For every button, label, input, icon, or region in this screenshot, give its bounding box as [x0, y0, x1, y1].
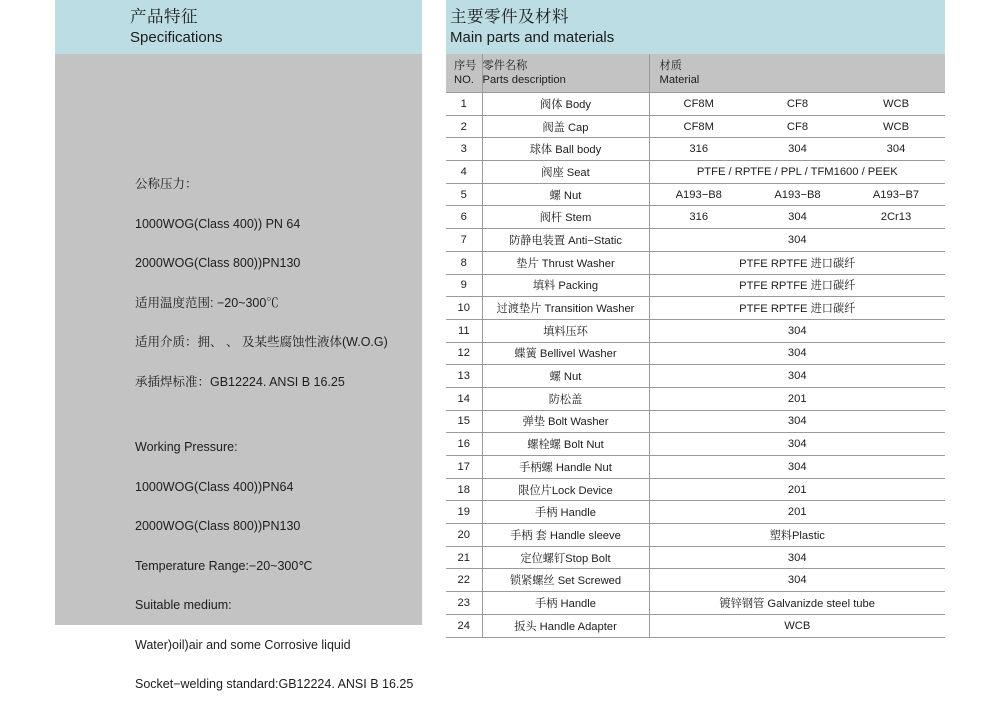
specifications-body	[55, 54, 422, 691]
row-material: PTFE / RPTFE / PPL / TFM1600 / PEEK	[649, 161, 945, 184]
row-no: 22	[446, 569, 482, 592]
row-material: 304	[649, 569, 945, 592]
row-part-name: 定位螺钉Stop Bolt	[482, 546, 649, 569]
row-no: 6	[446, 206, 482, 229]
row-material-3: WCB	[847, 115, 945, 138]
row-no: 1	[446, 93, 482, 116]
row-part-name: 手柄螺 Handle Nut	[482, 456, 649, 479]
table-row	[446, 183, 945, 206]
row-no: 16	[446, 433, 482, 456]
row-part-name: 防静电装置 Anti−Static	[482, 229, 649, 252]
row-material-1: 316	[649, 138, 748, 161]
specifications-header	[55, 0, 422, 54]
table-row	[446, 342, 945, 365]
row-part-name: 阀座 Seat	[482, 161, 649, 184]
table-row	[446, 524, 945, 547]
row-material: 镀锌钢管 Galvanizde steel tube	[649, 592, 945, 615]
row-no: 4	[446, 161, 482, 184]
spec-line: 适用介质：拥、 、 及某些腐蚀性液体(W.O.G)	[135, 335, 388, 349]
row-part-name: 螺 Nut	[482, 183, 649, 206]
table-row	[446, 614, 945, 637]
header-part-name: 零件名称 Parts description	[482, 54, 649, 93]
row-material: 304	[649, 433, 945, 456]
header-material: 材质 Material	[649, 54, 945, 93]
row-no: 10	[446, 297, 482, 320]
spec-spacer	[135, 413, 412, 439]
row-material-2: CF8	[748, 115, 847, 138]
table-row	[446, 319, 945, 342]
row-material-3: WCB	[847, 93, 945, 116]
spec-line: 公称压力：	[135, 177, 198, 191]
table-row	[446, 546, 945, 569]
row-material: WCB	[649, 614, 945, 637]
row-material-1: 316	[649, 206, 748, 229]
row-part-name: 阀体 Body	[482, 93, 649, 116]
spec-line: 承插焊标准：GB12224. ANSI B 16.25	[135, 374, 345, 389]
row-part-name: 填料 Packing	[482, 274, 649, 297]
row-material: 304	[649, 342, 945, 365]
table-row	[446, 592, 945, 615]
spec-line: Water)oil)air and some Corrosive liquid	[135, 637, 351, 652]
table-row	[446, 251, 945, 274]
materials-panel	[446, 0, 945, 638]
row-no: 15	[446, 410, 482, 433]
row-material-2: CF8	[748, 93, 847, 116]
row-part-name: 防松盖	[482, 387, 649, 410]
table-row	[446, 387, 945, 410]
row-no: 13	[446, 365, 482, 388]
row-material: 304	[649, 546, 945, 569]
materials-title-en: Main parts and materials	[450, 29, 615, 46]
specifications-list	[135, 176, 412, 716]
table-row	[446, 365, 945, 388]
spec-line: 1000WOG(Class 400)) PN 64	[135, 216, 301, 231]
spec-line: 2000WOG(Class 800))PN130	[135, 519, 301, 533]
spec-line: Temperature Range:−20~300℃	[135, 558, 313, 573]
table-row	[446, 206, 945, 229]
spec-line: Socket−welding standard:GB12224. ANSI B 16.25	[135, 677, 414, 691]
table-row	[446, 456, 945, 479]
row-material: 304	[649, 365, 945, 388]
row-material-1: A193−B8	[649, 183, 748, 206]
row-material-3: 2Cr13	[847, 206, 945, 229]
row-material: PTFE RPTFE 进口碳纤	[649, 274, 945, 297]
materials-header	[446, 0, 945, 54]
row-no: 18	[446, 478, 482, 501]
row-part-name: 阀杆 Stem	[482, 206, 649, 229]
row-no: 17	[446, 456, 482, 479]
spec-line: Suitable medium:	[135, 598, 232, 612]
specifications-title-en: Specifications	[130, 29, 223, 46]
row-no: 5	[446, 183, 482, 206]
row-material: 201	[649, 501, 945, 524]
row-material-2: A193−B8	[748, 183, 847, 206]
row-material: 304	[649, 456, 945, 479]
row-no: 2	[446, 115, 482, 138]
row-material-2: 304	[748, 138, 847, 161]
table-row	[446, 274, 945, 297]
row-no: 11	[446, 319, 482, 342]
row-part-name: 手柄 Handle	[482, 592, 649, 615]
row-part-name: 手柄 套 Handle sleeve	[482, 524, 649, 547]
table-row	[446, 410, 945, 433]
header-no: 序号 NO.	[446, 54, 482, 93]
row-part-name: 手柄 Handle	[482, 501, 649, 524]
row-material-1: CF8M	[649, 93, 748, 116]
spec-line: 1000WOG(Class 400))PN64	[135, 479, 294, 494]
row-no: 9	[446, 274, 482, 297]
row-part-name: 锁紧螺丝 Set Screwed	[482, 569, 649, 592]
spec-line: 适用温度范围: −20~300℃	[135, 295, 279, 310]
materials-title-cn: 主要零件及材料	[450, 8, 569, 26]
row-material: 304	[649, 229, 945, 252]
row-no: 19	[446, 501, 482, 524]
row-no: 20	[446, 524, 482, 547]
row-no: 12	[446, 342, 482, 365]
row-no: 21	[446, 546, 482, 569]
table-row	[446, 297, 945, 320]
row-part-name: 弹垫 Bolt Washer	[482, 410, 649, 433]
table-row	[446, 501, 945, 524]
row-part-name: 螺栓螺 Bolt Nut	[482, 433, 649, 456]
table-header-row	[446, 54, 945, 93]
row-part-name: 螺 Nut	[482, 365, 649, 388]
row-part-name: 限位片Lock Device	[482, 478, 649, 501]
parts-materials-table	[446, 54, 945, 638]
spec-line: Working Pressure:	[135, 440, 238, 454]
row-material-2: 304	[748, 206, 847, 229]
row-part-name: 蝶簧 Bellivel Washer	[482, 342, 649, 365]
row-part-name: 阀盖 Cap	[482, 115, 649, 138]
specifications-title-cn: 产品特征	[130, 8, 198, 26]
row-no: 23	[446, 592, 482, 615]
parts-table-body	[446, 54, 945, 637]
table-row	[446, 161, 945, 184]
row-part-name: 球体 Ball body	[482, 138, 649, 161]
row-no: 14	[446, 387, 482, 410]
specifications-panel	[55, 0, 422, 691]
row-no: 3	[446, 138, 482, 161]
row-part-name: 过渡垫片 Transition Washer	[482, 297, 649, 320]
row-material-3: 304	[847, 138, 945, 161]
row-material: 201	[649, 478, 945, 501]
row-no: 24	[446, 614, 482, 637]
table-row	[446, 478, 945, 501]
row-material-3: A193−B7	[847, 183, 945, 206]
table-row	[446, 569, 945, 592]
spec-line: 2000WOG(Class 800))PN130	[135, 256, 301, 270]
row-part-name: 填料压环	[482, 319, 649, 342]
row-material: 304	[649, 410, 945, 433]
table-row	[446, 93, 945, 116]
row-no: 8	[446, 251, 482, 274]
table-row	[446, 433, 945, 456]
table-row	[446, 138, 945, 161]
row-material: 201	[649, 387, 945, 410]
table-row	[446, 229, 945, 252]
row-no: 7	[446, 229, 482, 252]
table-row	[446, 115, 945, 138]
row-material: 塑料Plastic	[649, 524, 945, 547]
row-part-name: 扳头 Handle Adapter	[482, 614, 649, 637]
row-material-1: CF8M	[649, 115, 748, 138]
row-material: 304	[649, 319, 945, 342]
row-part-name: 垫片 Thrust Washer	[482, 251, 649, 274]
row-material: PTFE RPTFE 进口碳纤	[649, 297, 945, 320]
row-material: PTFE RPTFE 进口碳纤	[649, 251, 945, 274]
